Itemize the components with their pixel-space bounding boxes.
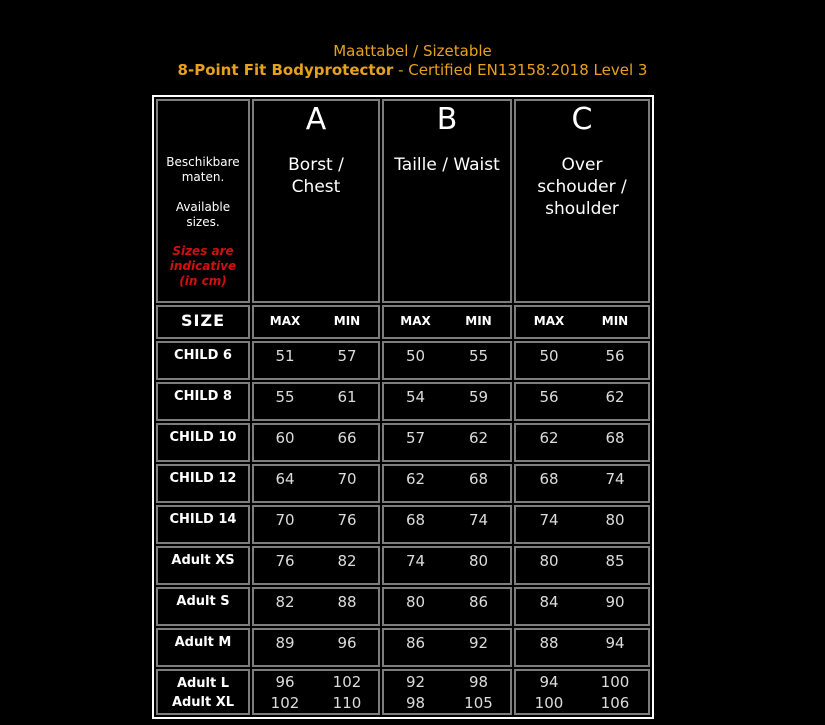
maxmin-pair <box>384 307 510 328</box>
value-pair <box>384 548 510 570</box>
min-value: 88 <box>337 593 357 611</box>
note-line: (in cm) <box>179 274 227 288</box>
max-value: 100 <box>534 694 564 712</box>
max-value: 57 <box>405 429 426 447</box>
waist-values <box>382 382 512 421</box>
shoulder-values <box>514 546 650 585</box>
chest-values <box>252 505 380 544</box>
column-b-header <box>382 99 512 303</box>
max-value: 82 <box>275 593 295 611</box>
header-row <box>156 99 650 303</box>
title-line-1: Maattabel / Sizetable <box>333 42 492 60</box>
value-pair <box>254 548 378 570</box>
min-value: 76 <box>337 511 357 529</box>
size-label-double <box>156 669 250 715</box>
column-b-title: Taille / Waist <box>394 155 500 175</box>
value-pair <box>254 507 378 529</box>
max-value: 62 <box>405 470 426 488</box>
max-value: 68 <box>405 511 426 529</box>
table-row <box>156 628 650 667</box>
value-pair <box>516 692 648 713</box>
c-maxmin-cell <box>514 305 650 339</box>
min-value: 61 <box>337 388 357 406</box>
max-value: 96 <box>275 673 295 691</box>
value-pair <box>384 343 510 365</box>
column-b-letter: B <box>436 102 458 137</box>
size-table <box>152 95 654 719</box>
max-value: 102 <box>270 694 300 712</box>
max-value: 54 <box>405 388 426 406</box>
value-pair <box>516 548 648 570</box>
value-pair <box>254 425 378 447</box>
available-sizes-en: Available sizes. <box>175 200 231 229</box>
min-value: 105 <box>464 694 493 712</box>
max-header: MAX <box>269 314 301 328</box>
value-pair <box>384 466 510 488</box>
b-maxmin-cell <box>382 305 512 339</box>
available-sizes-nl: Beschikbare maten. <box>166 155 240 184</box>
min-value: 62 <box>468 429 489 447</box>
shoulder-values <box>514 423 650 462</box>
table-row <box>156 382 650 421</box>
max-value: 50 <box>539 347 559 365</box>
column-c-letter: C <box>571 102 593 137</box>
size-header-cell: SIZE <box>156 305 250 339</box>
shoulder-values <box>514 464 650 503</box>
value-pair <box>384 384 510 406</box>
value-pair <box>384 507 510 529</box>
chest-values <box>252 669 380 715</box>
min-value: 80 <box>605 511 625 529</box>
min-value: 86 <box>468 593 489 611</box>
size-header-row <box>156 305 650 339</box>
value-pair <box>516 425 648 447</box>
max-value: 56 <box>539 388 559 406</box>
column-a-title: Borst / Chest <box>288 155 344 197</box>
value-pair <box>254 692 378 713</box>
waist-values <box>382 628 512 667</box>
max-value: 92 <box>405 673 426 691</box>
value-pair <box>516 589 648 611</box>
max-value: 88 <box>539 634 559 652</box>
size-label: Adult XS <box>156 546 250 585</box>
table-row <box>156 587 650 626</box>
min-value: 102 <box>332 673 362 691</box>
value-pair <box>254 466 378 488</box>
min-value: 100 <box>600 673 630 691</box>
min-value: 68 <box>605 429 625 447</box>
value-pair <box>384 425 510 447</box>
value-pair <box>384 692 510 713</box>
shoulder-values <box>514 587 650 626</box>
value-pair <box>516 384 648 406</box>
chest-values <box>252 628 380 667</box>
chest-values <box>252 382 380 421</box>
max-value: 98 <box>405 694 426 712</box>
chest-values <box>252 546 380 585</box>
max-value: 50 <box>405 347 426 365</box>
max-value: 51 <box>275 347 295 365</box>
size-label: CHILD 6 <box>156 341 250 380</box>
min-value: 55 <box>468 347 489 365</box>
column-c-header <box>514 99 650 303</box>
min-value: 106 <box>600 694 630 712</box>
value-pair <box>384 630 510 652</box>
size-label: CHILD 12 <box>156 464 250 503</box>
max-value: 68 <box>539 470 559 488</box>
value-pair <box>516 671 648 692</box>
max-value: 89 <box>275 634 295 652</box>
min-value: 92 <box>468 634 489 652</box>
table-row <box>156 464 650 503</box>
table-row <box>156 423 650 462</box>
max-value: 64 <box>275 470 295 488</box>
max-value: 80 <box>539 552 559 570</box>
chest-values <box>252 341 380 380</box>
table-row <box>156 505 650 544</box>
shoulder-values <box>514 341 650 380</box>
max-header: MAX <box>400 314 431 328</box>
table-row-double <box>156 669 650 715</box>
min-value: 62 <box>605 388 625 406</box>
value-pair <box>516 466 648 488</box>
table-row <box>156 341 650 380</box>
min-header: MIN <box>333 314 361 328</box>
shoulder-values <box>514 669 650 715</box>
waist-values <box>382 587 512 626</box>
chest-values <box>252 423 380 462</box>
max-value: 55 <box>275 388 295 406</box>
min-header: MIN <box>601 314 629 328</box>
min-value: 98 <box>468 673 489 691</box>
size-label: CHILD 8 <box>156 382 250 421</box>
a-maxmin-cell <box>252 305 380 339</box>
shoulder-values <box>514 505 650 544</box>
shoulder-values <box>514 382 650 421</box>
page-title <box>0 0 825 80</box>
waist-values <box>382 423 512 462</box>
min-value: 57 <box>337 347 357 365</box>
info-cell <box>156 99 250 303</box>
value-pair <box>384 589 510 611</box>
certification-text: - Certified EN13158:2018 Level 3 <box>393 61 648 79</box>
value-pair <box>384 671 510 692</box>
max-value: 74 <box>405 552 426 570</box>
waist-values <box>382 669 512 715</box>
size-label: Adult L <box>176 676 230 691</box>
min-value: 85 <box>605 552 625 570</box>
min-value: 70 <box>337 470 357 488</box>
size-label: Adult M <box>156 628 250 667</box>
min-value: 59 <box>468 388 489 406</box>
min-value: 110 <box>332 694 362 712</box>
min-header: MIN <box>465 314 492 328</box>
value-pair <box>254 589 378 611</box>
chest-values <box>252 587 380 626</box>
min-value: 74 <box>605 470 625 488</box>
max-value: 62 <box>539 429 559 447</box>
size-label: CHILD 10 <box>156 423 250 462</box>
note-line: Sizes are <box>172 244 234 258</box>
size-label: Adult XL <box>171 695 235 710</box>
indicative-note <box>158 244 248 289</box>
min-value: 90 <box>605 593 625 611</box>
waist-values <box>382 505 512 544</box>
note-line: indicative <box>169 259 237 273</box>
max-value: 86 <box>405 634 426 652</box>
max-value: 70 <box>275 511 295 529</box>
column-a-header <box>252 99 380 303</box>
column-a-letter: A <box>305 102 327 137</box>
min-value: 74 <box>468 511 489 529</box>
shoulder-values <box>514 628 650 667</box>
min-value: 94 <box>605 634 625 652</box>
value-pair <box>516 630 648 652</box>
min-value: 66 <box>337 429 357 447</box>
size-label: CHILD 14 <box>156 505 250 544</box>
product-name: 8-Point Fit Bodyprotector <box>177 61 394 79</box>
max-header: MAX <box>533 314 565 328</box>
maxmin-pair <box>254 307 378 328</box>
table-row <box>156 546 650 585</box>
max-value: 80 <box>405 593 426 611</box>
title-line-2 <box>0 61 825 80</box>
min-value: 96 <box>337 634 357 652</box>
value-pair <box>254 630 378 652</box>
min-value: 80 <box>468 552 489 570</box>
value-pair <box>254 384 378 406</box>
min-value: 56 <box>605 347 625 365</box>
max-value: 84 <box>539 593 559 611</box>
max-value: 74 <box>539 511 559 529</box>
waist-values <box>382 341 512 380</box>
value-pair <box>254 671 378 692</box>
value-pair <box>516 507 648 529</box>
max-value: 94 <box>539 673 559 691</box>
min-value: 68 <box>468 470 489 488</box>
min-value: 82 <box>337 552 357 570</box>
size-label: Adult S <box>156 587 250 626</box>
value-pair <box>516 343 648 365</box>
chest-values <box>252 464 380 503</box>
waist-values <box>382 546 512 585</box>
maxmin-pair <box>516 307 648 328</box>
column-c-title: Over schouder / shoulder <box>537 155 627 219</box>
max-value: 76 <box>275 552 295 570</box>
max-value: 60 <box>275 429 295 447</box>
value-pair <box>254 343 378 365</box>
waist-values <box>382 464 512 503</box>
